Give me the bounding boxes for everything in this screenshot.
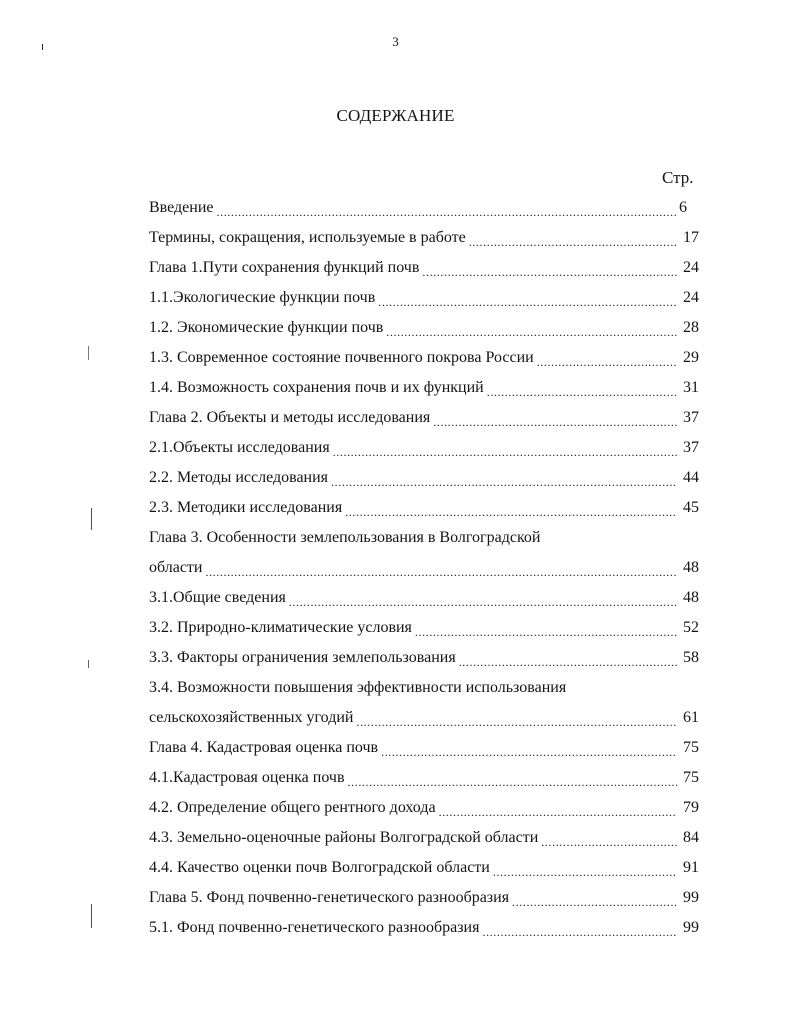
dot-leader: [541, 836, 677, 848]
dot-leader: [333, 446, 677, 458]
toc-entry-label: 1.2. Экономические функции почв: [149, 319, 384, 336]
toc-entry-label: 3.3. Факторы ограничения землепользования: [149, 649, 456, 666]
toc-entry: [149, 583, 699, 613]
toc-entry-page: 48: [683, 589, 699, 606]
toc-entry-label: Глава 3. Особенности землепользования в Волгоградской: [149, 529, 541, 546]
dot-leader: [386, 326, 677, 338]
scan-mark: [88, 660, 89, 668]
toc-entry: [149, 703, 699, 733]
toc-entry-page: 29: [683, 349, 699, 366]
toc-entry: [149, 313, 699, 343]
toc-entry-label: 2.2. Методы исследования: [149, 469, 329, 486]
dot-leader: [469, 236, 677, 248]
toc-entry: [149, 223, 699, 253]
toc-entry-label: 1.3. Современное состояние почвенного покрова России: [149, 349, 534, 366]
toc-entry-label: области: [149, 559, 203, 576]
page-column-label: Стр.: [662, 168, 694, 187]
toc-entry: [149, 793, 699, 823]
toc-entry-page: 52: [683, 619, 699, 636]
toc-entry-page: 28: [683, 319, 699, 336]
toc-entry-page: 99: [683, 919, 699, 936]
dot-leader: [348, 776, 677, 788]
toc-entry: [149, 463, 699, 493]
toc-entry: [149, 613, 699, 643]
toc-entry: [149, 283, 699, 313]
toc-entry-label: 4.3. Земельно-оценочные районы Волгоградской области: [149, 829, 539, 846]
toc-entry: [149, 553, 699, 583]
toc-entry: [149, 853, 699, 883]
toc-entry-page: 24: [683, 289, 699, 306]
toc-entry-page: 24: [683, 259, 699, 276]
dot-leader: [356, 716, 677, 728]
scan-mark: [91, 508, 92, 530]
dot-leader: [493, 866, 677, 878]
toc-entry-label: 3.1.Общие сведения: [149, 589, 286, 606]
dot-leader: [512, 896, 677, 908]
dot-leader: [439, 806, 677, 818]
toc-entry-label: Глава 1.Пути сохранения функций почв: [149, 259, 420, 276]
toc-entry: [149, 193, 699, 223]
toc-entry-heading-line: [149, 673, 699, 703]
scan-mark: [91, 904, 92, 928]
dot-leader: [205, 566, 677, 578]
toc-entry: [149, 253, 699, 283]
page-title: СОДЕРЖАНИЕ: [336, 106, 455, 125]
toc-entry-page: 79: [683, 799, 699, 816]
toc-entry-page: 75: [683, 739, 699, 756]
toc-entry-label: 2.1.Объекты исследования: [149, 439, 330, 456]
toc-entry-page: 31: [683, 379, 699, 396]
toc-entry-label: Глава 4. Кадастровая оценка почв: [149, 739, 379, 756]
toc-entry-heading-line: [149, 523, 699, 553]
toc-entry: [149, 493, 699, 523]
toc-entry: [149, 643, 699, 673]
toc-entry-label: Термины, сокращения, используемые в работе: [149, 229, 466, 246]
toc-entry: [149, 733, 699, 763]
page-number: 3: [392, 34, 399, 49]
dot-leader: [415, 626, 677, 638]
scan-mark: [88, 346, 89, 360]
dot-leader: [378, 296, 677, 308]
toc-entry-label: сельскохозяйственных угодий: [149, 709, 354, 726]
toc-entry-label: Глава 2. Объекты и методы исследования: [149, 409, 431, 426]
toc-entry: [149, 763, 699, 793]
dot-leader: [433, 416, 677, 428]
dot-leader: [381, 746, 677, 758]
toc-entry: [149, 343, 699, 373]
toc-entry-page: 17: [683, 229, 699, 246]
toc-entry-label: Введение: [149, 199, 214, 216]
toc-entry-page: 61: [683, 709, 699, 726]
toc-entry-page: 44: [683, 469, 699, 486]
dot-leader: [487, 386, 677, 398]
dot-leader: [482, 926, 677, 938]
dot-leader: [331, 476, 677, 488]
dot-leader: [537, 356, 677, 368]
toc-entry-label: 1.4. Возможность сохранения почв и их функций: [149, 379, 484, 396]
dot-leader: [217, 206, 678, 218]
toc-entry-label: 3.4. Возможности повышения эффективности использования: [149, 679, 567, 696]
toc-entry-page: 6: [679, 199, 687, 216]
toc-entry-page: 37: [683, 409, 699, 426]
toc-entry-page: 58: [683, 649, 699, 666]
toc-entry-label: 5.1. Фонд почвенно-генетического разнообразия: [149, 919, 480, 936]
toc-entry-label: 4.1.Кадастровая оценка почв: [149, 769, 345, 786]
toc-entry-label: Глава 5. Фонд почвенно-генетического разнообразия: [149, 889, 510, 906]
toc-entry-page: 48: [683, 559, 699, 576]
toc-entry-label: 2.3. Методики исследования: [149, 499, 343, 516]
dot-leader: [459, 656, 677, 668]
toc-entry-label: 3.2. Природно-климатические условия: [149, 619, 412, 636]
scan-mark: [42, 44, 43, 50]
toc-entry: [149, 883, 699, 913]
dot-leader: [289, 596, 677, 608]
dot-leader: [345, 506, 677, 518]
toc-entry-page: 84: [683, 829, 699, 846]
toc-entry-page: 45: [683, 499, 699, 516]
toc-entry-page: 75: [683, 769, 699, 786]
toc-entry-label: 4.2. Определение общего рентного дохода: [149, 799, 436, 816]
toc-entry-page: 99: [683, 889, 699, 906]
toc-entry: [149, 913, 699, 943]
toc-entry: [149, 823, 699, 853]
toc-entry-label: 4.4. Качество оценки почв Волгоградской области: [149, 859, 490, 876]
toc-entry-page: 91: [683, 859, 699, 876]
toc-entry-page: 37: [683, 439, 699, 456]
dot-leader: [422, 266, 677, 278]
toc-entry: [149, 373, 699, 403]
toc-entry-label: 1.1.Экологические функции почв: [149, 289, 376, 306]
table-of-contents: [149, 193, 699, 943]
toc-entry: [149, 433, 699, 463]
toc-entry: [149, 403, 699, 433]
